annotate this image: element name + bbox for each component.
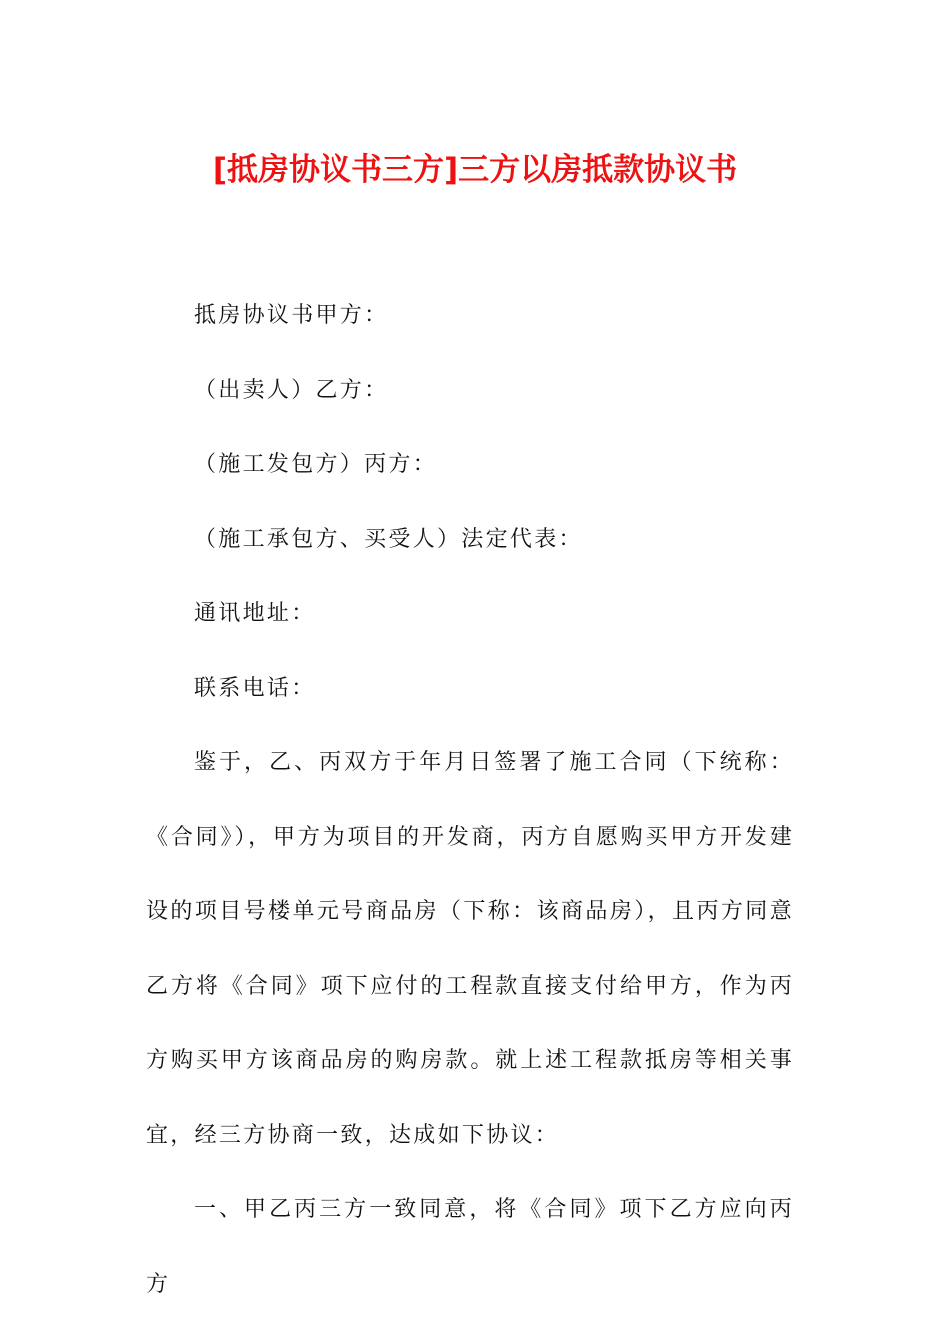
paragraph-clause-1: 一、甲乙丙三方一致同意，将《合同》项下乙方应向丙方 [146,1197,794,1297]
paragraph-party-b: （出卖人）乙方： [194,377,389,403]
paragraph-address: 通讯地址： [194,601,316,626]
document-title: [抵房协议书三方]三方以房抵款协议书 [212,152,738,188]
paragraph-party-a: 抵房协议书甲方： [194,303,389,328]
document-body [146,279,794,1322]
paragraph-legal-representative: （施工承包方、买受人）法定代表： [194,526,583,552]
paragraph-phone: 联系电话： [194,675,316,701]
paragraph-recital: 鉴于，乙、丙双方于年月日签署了施工合同（下统称：《合同》），甲方为项目的开发商，丙方自愿购买甲方开发建设的项目号楼单元号商品房（下称：该商品房），且丙方同意乙方将《合同》项下应付的工程款直接支付给甲方，作为丙方购买甲方该商品房的购房款。就上述工程款抵房等相关事宜，经三方协商一致，达成如下协议： [146,750,794,1148]
paragraph-party-c: （施工发包方）丙方： [194,452,438,477]
